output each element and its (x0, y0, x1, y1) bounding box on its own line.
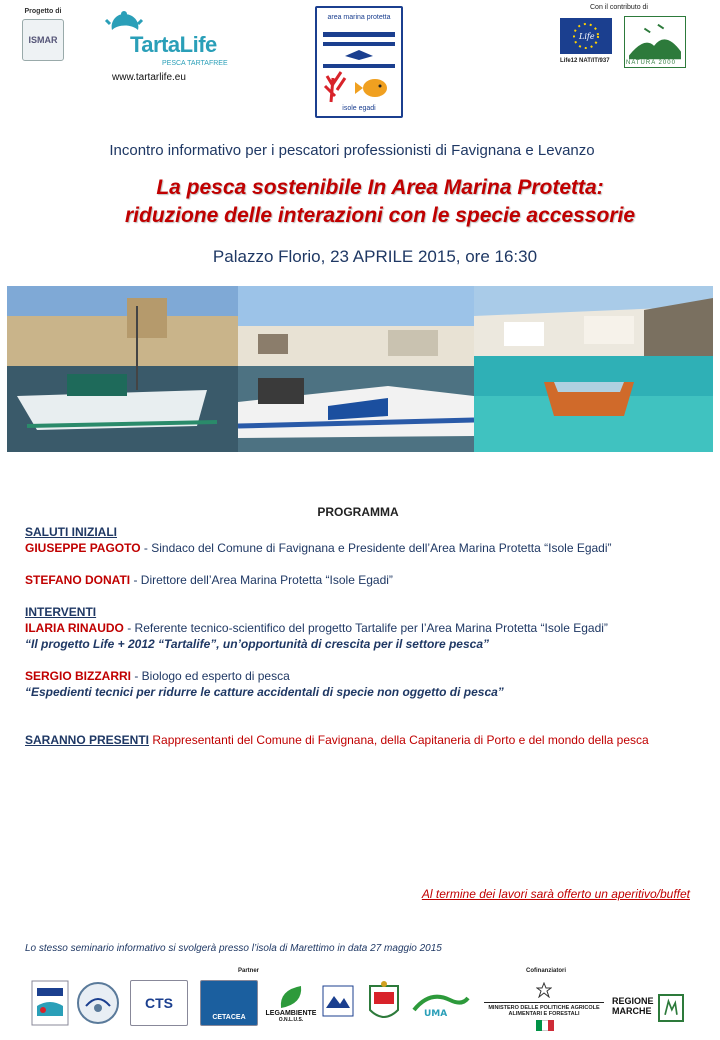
sponsor-provincia-icon (366, 980, 402, 1026)
speaker-bizzarri-role: - Biologo ed esperto di pesca (131, 669, 290, 683)
speaker-pagoto-role: - Sindaco del Comune di Favignana e Presidente dell’Area Marina Protetta “Isole Egadi” (140, 541, 612, 555)
tartalife-sub: PESCA TARTAFREE (162, 60, 228, 67)
sponsor-logo-1 (31, 980, 69, 1026)
natura-label: NATURA 2000 (626, 60, 676, 66)
italian-emblem-icon (536, 982, 552, 998)
programme-section (25, 504, 691, 748)
eu-life-code: Life12 NAT/IT/937 (560, 58, 610, 64)
marine-life-icon (323, 26, 395, 104)
legambiente-name: LEGAMBIENTE (265, 1009, 317, 1017)
tartalife-url[interactable]: www.tartarlife.eu (112, 72, 186, 83)
amp-isole-egadi-logo (315, 6, 403, 118)
title-line-2: riduzione delle interazioni con le specie accessorie (124, 204, 636, 227)
ministry-logo (484, 982, 604, 1032)
sponsor-cts: CTS (130, 980, 188, 1026)
buffet-note: Al termine dei lavori sarà offerto un aperitivo/buffet (421, 887, 690, 901)
regione-name: REGIONE MARCHE (612, 996, 654, 1016)
programme-heading: PROGRAMMA (317, 505, 399, 519)
cofinanziatori-label: Cofinanziatori (526, 968, 566, 974)
speaker-donati-name: STEFANO DONATI (25, 573, 131, 587)
header-logos (0, 0, 720, 130)
eu-life-flag-icon (560, 18, 612, 54)
main-title (0, 174, 720, 230)
section-saranno-presenti: SARANNO PRESENTI (25, 733, 150, 747)
amp-top-label: area marina protetta (327, 14, 391, 21)
amp-bottom-label: isole egadi (342, 105, 376, 112)
svg-text:UMA: UMA (424, 1009, 448, 1019)
venue-date-time: Palazzo Florio, 23 APRILE 2015, ore 16:30 (212, 247, 538, 266)
ismar-label: Progetto di (24, 8, 62, 15)
harbor-photo-2 (238, 286, 474, 452)
speaker-pagoto (25, 540, 691, 556)
attendees (25, 732, 691, 748)
sponsor-cetacea: CETACEA (200, 980, 258, 1026)
section-interventi: INTERVENTI (25, 605, 97, 619)
partner-label: Partner (238, 968, 260, 974)
talk-bizzarri: “Espedienti tecnici per ridurre le catture accidentali di specie non oggetto di pesca” (25, 685, 504, 699)
contrib-label: Con il contributo di (590, 4, 648, 11)
title-line-1: La pesca sostenibile In Area Marina Protetta: (156, 176, 604, 199)
sponsor-logo-6 (322, 980, 354, 1026)
talk-rinaudo: “Il progetto Life + 2012 “Tartalife”, un’opportunità di crescita per il settore pesca” (25, 637, 489, 651)
sponsor-logo-8 (410, 980, 472, 1026)
regione-marche-logo (612, 992, 684, 1026)
legambiente-leaf-icon (277, 984, 305, 1010)
ministry-name: MINISTERO DELLE POLITICHE AGRICOLE ALIMENTARI E FORESTALI (488, 1005, 600, 1017)
regione-marche-icon (658, 994, 684, 1022)
speaker-rinaudo (25, 620, 691, 636)
attendees-text: Rappresentanti del Comune di Favignana, della Capitaneria di Porto e del mondo della pesca (149, 733, 649, 747)
svg-text:Life: Life (579, 32, 595, 41)
speaker-pagoto-name: GIUSEPPE PAGOTO (25, 541, 141, 555)
speaker-bizzarri-name: SERGIO BIZZARRI (25, 669, 132, 683)
ismar-mark: ISMAR (22, 19, 64, 61)
speaker-rinaudo-role: - Referente tecnico-scientifico del progetto Tartalife per l’Area Marina Protetta “Isole Egadi” (123, 621, 608, 635)
marettimo-note: Lo stesso seminario informativo si svolgerà presso l’isola di Marettimo in data 27 maggio 2015 (25, 943, 442, 954)
photo-strip (7, 286, 713, 452)
legambiente-sub: O.N.L.U.S. (278, 1016, 304, 1023)
ismar-logo (18, 8, 68, 61)
italian-flag-icon (536, 1020, 554, 1031)
speaker-rinaudo-name: ILARIA RINAUDO (25, 621, 124, 635)
harbor-photo-1 (7, 286, 238, 452)
harbor-photo-3 (474, 286, 713, 452)
speaker-bizzarri (25, 668, 691, 684)
speaker-donati (25, 572, 691, 588)
speaker-donati-role: - Direttore dell’Area Marina Protetta “Isole Egadi” (130, 573, 393, 587)
sponsor-legambiente (266, 980, 316, 1026)
sponsor-logo-2 (76, 980, 120, 1026)
intro-line: Incontro informativo per i pescatori professionisti di Favignana e Levanzo (109, 142, 595, 159)
tartalife-name: TartaLife (130, 32, 217, 57)
section-saluti: SALUTI INIZIALI (25, 525, 117, 539)
